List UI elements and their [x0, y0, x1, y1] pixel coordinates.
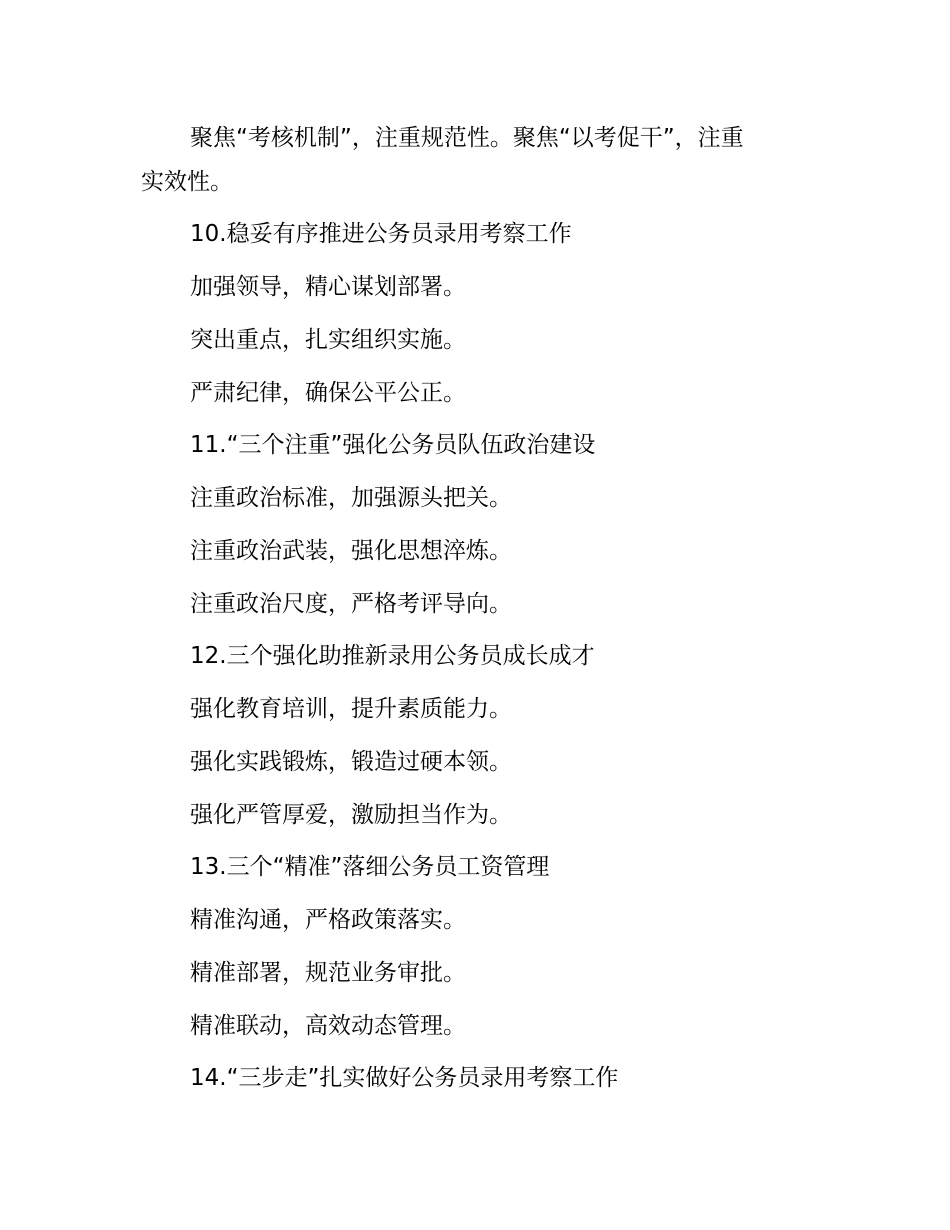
body-line: 精准联动，高效动态管理。 [190, 1013, 466, 1039]
body-line: 强化教育培训，提升素质能力。 [190, 696, 512, 722]
body-line: 强化严管厚爱，激励担当作为。 [190, 802, 512, 828]
body-line: 加强领导，精心谋划部署。 [190, 274, 466, 300]
section-heading-12: 12.三个强化助推新录用公务员成长成才 [190, 643, 595, 669]
section-heading-11: 11.“三个注重”强化公务员队伍政治建设 [190, 432, 596, 458]
body-line: 强化实践锻炼，锻造过硬本领。 [190, 749, 512, 775]
body-line: 注重政治武装，强化思想淬炼。 [190, 538, 512, 564]
section-heading-10: 10.稳妥有序推进公务员录用考察工作 [190, 221, 572, 247]
section-heading-14: 14.“三步走”扎实做好公务员录用考察工作 [190, 1065, 619, 1091]
body-line: 注重政治尺度，严格考评导向。 [190, 591, 512, 617]
body-line: 注重政治标准，加强源头把关。 [190, 485, 512, 511]
section-heading-13: 13.三个“精准”落细公务员工资管理 [190, 854, 550, 880]
body-line: 严肃纪律，确保公平公正。 [190, 380, 466, 406]
body-line: 精准沟通，严格政策落实。 [190, 907, 466, 933]
body-line: 精准部署，规范业务审批。 [190, 960, 466, 986]
paragraph-line-1: 聚焦“考核机制”，注重规范性。聚焦“以考促干”，注重 [190, 125, 744, 151]
body-line: 突出重点，扎实组织实施。 [190, 327, 466, 353]
paragraph-line-2: 实效性。 [141, 169, 233, 195]
